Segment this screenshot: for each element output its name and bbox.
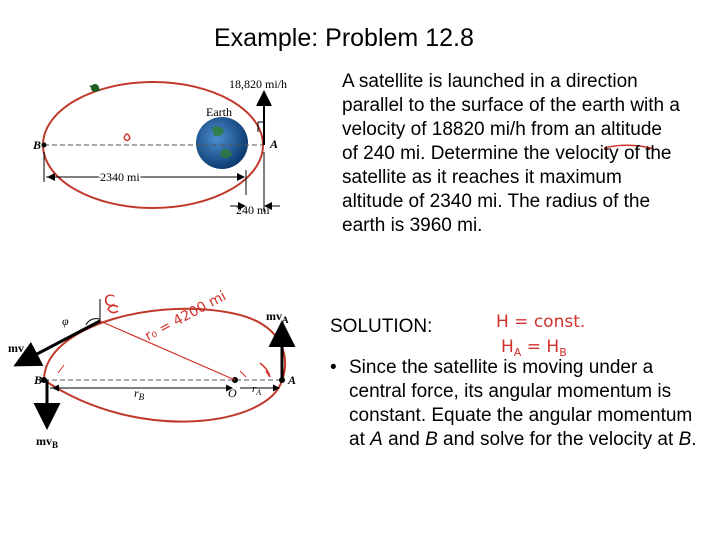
point-b-label-bottom: B xyxy=(34,373,43,387)
point-a-label-top: A xyxy=(270,137,279,151)
ha-hb-annotation: $H_A = H_B$ xyxy=(501,337,567,359)
earth-label: Earth xyxy=(206,105,232,119)
slide-title: Example: Problem 12.8 xyxy=(214,24,474,52)
bullet-text: Since the satellite is moving under a central force, its angular momentum is constant. Equate the angular momentum at A and B and solve for the velocity at B. xyxy=(349,357,697,450)
mv-label: mv xyxy=(8,341,24,355)
altitude-label: 240 mi xyxy=(236,203,270,217)
c-annotation: C xyxy=(104,291,116,310)
bullet-marker: • xyxy=(330,357,337,378)
ra-label: $r_A$ xyxy=(252,383,262,397)
point-o-label: O xyxy=(228,386,237,400)
mv-a-label: $mv_A$ xyxy=(266,309,289,325)
velocity-label-top: 18,820 mi/h xyxy=(229,77,288,91)
rb-label: $r_B$ xyxy=(134,386,145,402)
r0-annotation: r₀ = 4200 mi xyxy=(142,288,229,345)
point-a-label-bottom: A xyxy=(288,373,297,387)
solution-heading: SOLUTION: xyxy=(330,316,433,337)
problem-statement: A satellite is launched in a direction parallel to the surface of the earth with a velocity of 18820 mi/h from an altitude of 240 mi. Determine the velocity of the satellite as it reaches it maximum altitude of 2340 mi. The radius of the earth is 3960 mi. xyxy=(342,71,680,236)
mv-b-label: $mv_B$ xyxy=(36,434,59,450)
distance-label: 2340 mi xyxy=(100,170,140,184)
h-const-annotation: H = const. xyxy=(496,312,586,332)
point-b-label-top: B xyxy=(33,138,42,152)
phi-label: φ xyxy=(62,314,69,328)
